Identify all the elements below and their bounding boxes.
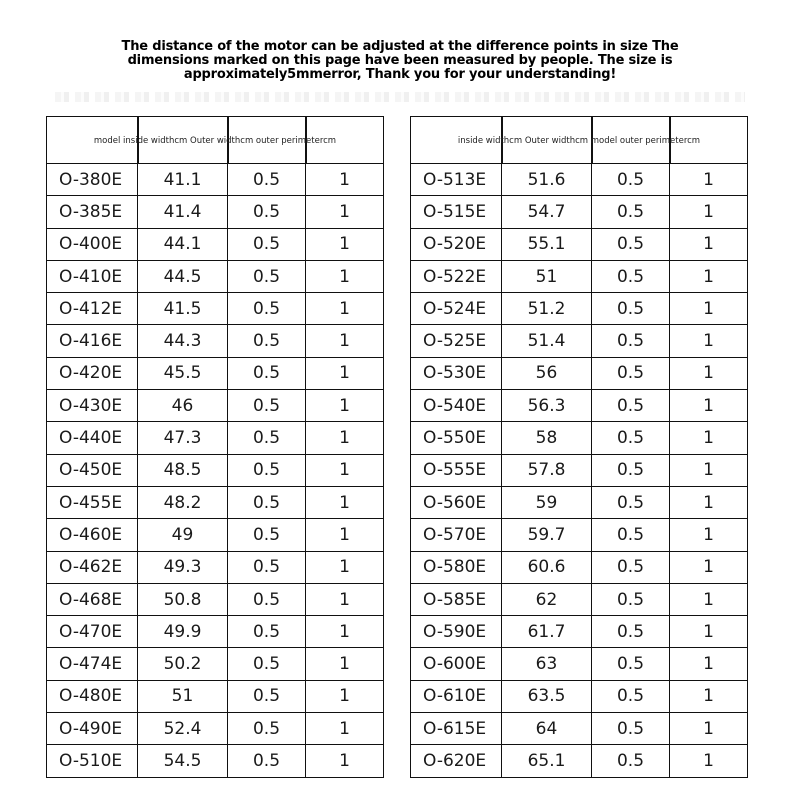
cell-outer-perimeter: 1	[306, 713, 384, 745]
cell-inside-width: 41.5	[138, 293, 228, 325]
cell-outer-perimeter: 1	[670, 551, 748, 583]
cell-outer-width: 0.5	[592, 164, 670, 196]
table-row	[47, 390, 384, 422]
cell-outer-perimeter: 1	[670, 357, 748, 389]
cell-outer-perimeter: 1	[670, 745, 748, 777]
table-row	[47, 325, 384, 357]
cell-outer-perimeter: 1	[670, 648, 748, 680]
cell-model: O-615E	[411, 713, 502, 745]
cell-outer-width: 0.5	[228, 454, 306, 486]
cell-inside-width: 63	[502, 648, 592, 680]
table-row	[47, 228, 384, 260]
cell-model: O-513E	[411, 164, 502, 196]
cell-inside-width: 60.6	[502, 551, 592, 583]
cell-model: O-480E	[47, 680, 138, 712]
notice-line-2: dimensions marked on this page have been measured by people. The size is	[127, 53, 673, 68]
header-text: model inside widthcm Outer widthcm outer perimetercm	[93, 136, 337, 146]
cell-outer-perimeter: 1	[306, 551, 384, 583]
cell-model: O-540E	[411, 390, 502, 422]
cell-outer-width: 0.5	[228, 196, 306, 228]
cell-outer-width: 0.5	[228, 551, 306, 583]
cell-outer-width: 0.5	[592, 680, 670, 712]
cell-inside-width: 44.3	[138, 325, 228, 357]
cell-inside-width: 51.6	[502, 164, 592, 196]
cell-outer-perimeter: 1	[306, 260, 384, 292]
cell-model: O-520E	[411, 228, 502, 260]
cell-outer-perimeter: 1	[306, 616, 384, 648]
cell-model: O-510E	[47, 745, 138, 777]
cell-outer-width: 0.5	[228, 486, 306, 518]
cell-model: O-470E	[47, 616, 138, 648]
cell-outer-width: 0.5	[592, 357, 670, 389]
table-row	[47, 745, 384, 777]
table-header	[411, 117, 748, 164]
cell-inside-width: 41.4	[138, 196, 228, 228]
cell-inside-width: 62	[502, 583, 592, 615]
cell-inside-width: 49	[138, 519, 228, 551]
cell-model: O-524E	[411, 293, 502, 325]
cell-outer-perimeter: 1	[306, 293, 384, 325]
table-row	[411, 196, 748, 228]
cell-model: O-455E	[47, 486, 138, 518]
cell-outer-perimeter: 1	[306, 648, 384, 680]
cell-inside-width: 49.9	[138, 616, 228, 648]
cell-inside-width: 51	[138, 680, 228, 712]
cell-inside-width: 61.7	[502, 616, 592, 648]
cell-model: O-430E	[47, 390, 138, 422]
table-row	[47, 486, 384, 518]
cell-outer-width: 0.5	[228, 745, 306, 777]
cell-model: O-460E	[47, 519, 138, 551]
cell-inside-width: 63.5	[502, 680, 592, 712]
cell-outer-width: 0.5	[228, 260, 306, 292]
cell-outer-perimeter: 1	[306, 228, 384, 260]
cell-outer-width: 0.5	[228, 583, 306, 615]
table-row	[411, 551, 748, 583]
cell-model: O-570E	[411, 519, 502, 551]
cell-model: O-416E	[47, 325, 138, 357]
cell-outer-width: 0.5	[592, 551, 670, 583]
cell-inside-width: 55.1	[502, 228, 592, 260]
table-body	[411, 164, 748, 778]
size-table-left	[46, 116, 384, 778]
cell-outer-width: 0.5	[592, 325, 670, 357]
cell-model: O-410E	[47, 260, 138, 292]
cell-outer-width: 0.5	[228, 519, 306, 551]
cell-model: O-440E	[47, 422, 138, 454]
cell-inside-width: 54.5	[138, 745, 228, 777]
cell-outer-width: 0.5	[228, 648, 306, 680]
cell-outer-width: 0.5	[592, 390, 670, 422]
table-row	[47, 357, 384, 389]
cell-outer-perimeter: 1	[306, 486, 384, 518]
cell-outer-perimeter: 1	[306, 583, 384, 615]
table-row	[411, 390, 748, 422]
cell-outer-width: 0.5	[228, 164, 306, 196]
table-row	[411, 422, 748, 454]
cell-inside-width: 44.1	[138, 228, 228, 260]
cell-inside-width: 49.3	[138, 551, 228, 583]
cell-outer-perimeter: 1	[306, 390, 384, 422]
cell-outer-width: 0.5	[228, 357, 306, 389]
cell-outer-perimeter: 1	[670, 228, 748, 260]
table-header	[47, 117, 384, 164]
cell-outer-perimeter: 1	[670, 486, 748, 518]
table-row	[411, 164, 748, 196]
cell-inside-width: 50.8	[138, 583, 228, 615]
cell-inside-width: 52.4	[138, 713, 228, 745]
cell-outer-width: 0.5	[592, 648, 670, 680]
cell-inside-width: 56.3	[502, 390, 592, 422]
cell-outer-perimeter: 1	[670, 196, 748, 228]
cell-outer-perimeter: 1	[306, 422, 384, 454]
table-row	[411, 616, 748, 648]
cell-inside-width: 51.4	[502, 325, 592, 357]
cell-outer-width: 0.5	[592, 293, 670, 325]
cell-outer-width: 0.5	[228, 325, 306, 357]
cell-outer-perimeter: 1	[670, 422, 748, 454]
cell-outer-perimeter: 1	[670, 164, 748, 196]
table-row	[411, 325, 748, 357]
cell-outer-width: 0.5	[592, 519, 670, 551]
cell-inside-width: 46	[138, 390, 228, 422]
table-row	[411, 745, 748, 777]
table-row	[411, 454, 748, 486]
cell-outer-width: 0.5	[592, 260, 670, 292]
table-row	[47, 616, 384, 648]
table-body	[47, 164, 384, 778]
cell-inside-width: 58	[502, 422, 592, 454]
cell-inside-width: 51	[502, 260, 592, 292]
cell-outer-perimeter: 1	[306, 196, 384, 228]
table-row	[47, 196, 384, 228]
cell-model: O-522E	[411, 260, 502, 292]
cell-outer-perimeter: 1	[670, 519, 748, 551]
table-row	[411, 713, 748, 745]
table-row	[47, 293, 384, 325]
cell-inside-width: 48.5	[138, 454, 228, 486]
cell-inside-width: 51.2	[502, 293, 592, 325]
cell-outer-perimeter: 1	[306, 745, 384, 777]
cell-outer-perimeter: 1	[306, 680, 384, 712]
cell-inside-width: 65.1	[502, 745, 592, 777]
cell-inside-width: 64	[502, 713, 592, 745]
table-row	[411, 583, 748, 615]
cell-model: O-420E	[47, 357, 138, 389]
cell-outer-perimeter: 1	[670, 680, 748, 712]
cell-outer-perimeter: 1	[306, 454, 384, 486]
cell-outer-width: 0.5	[228, 680, 306, 712]
table-row	[411, 519, 748, 551]
cell-model: O-530E	[411, 357, 502, 389]
table-row	[47, 648, 384, 680]
cell-outer-perimeter: 1	[670, 713, 748, 745]
table-row	[411, 357, 748, 389]
decorative-noise-strip	[55, 92, 745, 102]
table-header-row	[411, 117, 748, 164]
cell-inside-width: 59	[502, 486, 592, 518]
cell-inside-width: 41.1	[138, 164, 228, 196]
cell-inside-width: 56	[502, 357, 592, 389]
cell-outer-perimeter: 1	[306, 357, 384, 389]
notice-line-1: The distance of the motor can be adjusted at the difference points in size The	[121, 39, 679, 54]
cell-outer-width: 0.5	[592, 713, 670, 745]
table-row	[411, 680, 748, 712]
cell-model: O-585E	[411, 583, 502, 615]
cell-inside-width: 44.5	[138, 260, 228, 292]
cell-outer-perimeter: 1	[306, 519, 384, 551]
cell-model: O-515E	[411, 196, 502, 228]
cell-inside-width: 45.5	[138, 357, 228, 389]
table-row	[411, 228, 748, 260]
cell-model: O-468E	[47, 583, 138, 615]
cell-outer-perimeter: 1	[670, 390, 748, 422]
size-table-right	[410, 116, 748, 778]
cell-outer-width: 0.5	[592, 616, 670, 648]
table-row	[411, 293, 748, 325]
notice-line-3: approximately5mmerror, Thank you for your understanding!	[183, 67, 617, 82]
table-row	[47, 551, 384, 583]
cell-model: O-580E	[411, 551, 502, 583]
cell-model: O-474E	[47, 648, 138, 680]
cell-model: O-385E	[47, 196, 138, 228]
table-row	[411, 648, 748, 680]
cell-model: O-600E	[411, 648, 502, 680]
cell-model: O-560E	[411, 486, 502, 518]
table-row	[47, 583, 384, 615]
cell-outer-perimeter: 1	[670, 325, 748, 357]
size-notice	[90, 40, 710, 82]
cell-outer-width: 0.5	[592, 454, 670, 486]
table-row	[47, 519, 384, 551]
cell-inside-width: 50.2	[138, 648, 228, 680]
cell-inside-width: 48.2	[138, 486, 228, 518]
cell-model: O-462E	[47, 551, 138, 583]
cell-outer-width: 0.5	[592, 583, 670, 615]
cell-outer-perimeter: 1	[670, 583, 748, 615]
cell-outer-width: 0.5	[228, 228, 306, 260]
cell-model: O-400E	[47, 228, 138, 260]
cell-model: O-380E	[47, 164, 138, 196]
cell-outer-perimeter: 1	[306, 325, 384, 357]
cell-outer-width: 0.5	[228, 293, 306, 325]
table-row	[47, 164, 384, 196]
cell-outer-width: 0.5	[592, 486, 670, 518]
cell-outer-width: 0.5	[592, 745, 670, 777]
table-row	[411, 260, 748, 292]
cell-outer-width: 0.5	[228, 616, 306, 648]
table-header-row	[47, 117, 384, 164]
cell-outer-width: 0.5	[592, 196, 670, 228]
table-row	[47, 680, 384, 712]
cell-outer-width: 0.5	[592, 228, 670, 260]
cell-model: O-590E	[411, 616, 502, 648]
table-row	[47, 260, 384, 292]
cell-outer-width: 0.5	[228, 390, 306, 422]
cell-outer-perimeter: 1	[306, 164, 384, 196]
cell-model: O-555E	[411, 454, 502, 486]
table-row	[47, 422, 384, 454]
cell-outer-perimeter: 1	[670, 616, 748, 648]
cell-inside-width: 47.3	[138, 422, 228, 454]
cell-outer-width: 0.5	[228, 422, 306, 454]
cell-model: O-620E	[411, 745, 502, 777]
table-row	[47, 454, 384, 486]
cell-model: O-412E	[47, 293, 138, 325]
cell-inside-width: 57.8	[502, 454, 592, 486]
cell-model: O-525E	[411, 325, 502, 357]
header-text: inside widthcm Outer widthcm model outer perimetercm	[457, 136, 701, 146]
cell-inside-width: 54.7	[502, 196, 592, 228]
cell-outer-perimeter: 1	[670, 260, 748, 292]
cell-model: O-490E	[47, 713, 138, 745]
cell-model: O-610E	[411, 680, 502, 712]
table-row	[47, 713, 384, 745]
cell-model: O-550E	[411, 422, 502, 454]
cell-outer-perimeter: 1	[670, 454, 748, 486]
cell-model: O-450E	[47, 454, 138, 486]
cell-inside-width: 59.7	[502, 519, 592, 551]
cell-outer-perimeter: 1	[670, 293, 748, 325]
cell-outer-width: 0.5	[592, 422, 670, 454]
table-row	[411, 486, 748, 518]
cell-outer-width: 0.5	[228, 713, 306, 745]
